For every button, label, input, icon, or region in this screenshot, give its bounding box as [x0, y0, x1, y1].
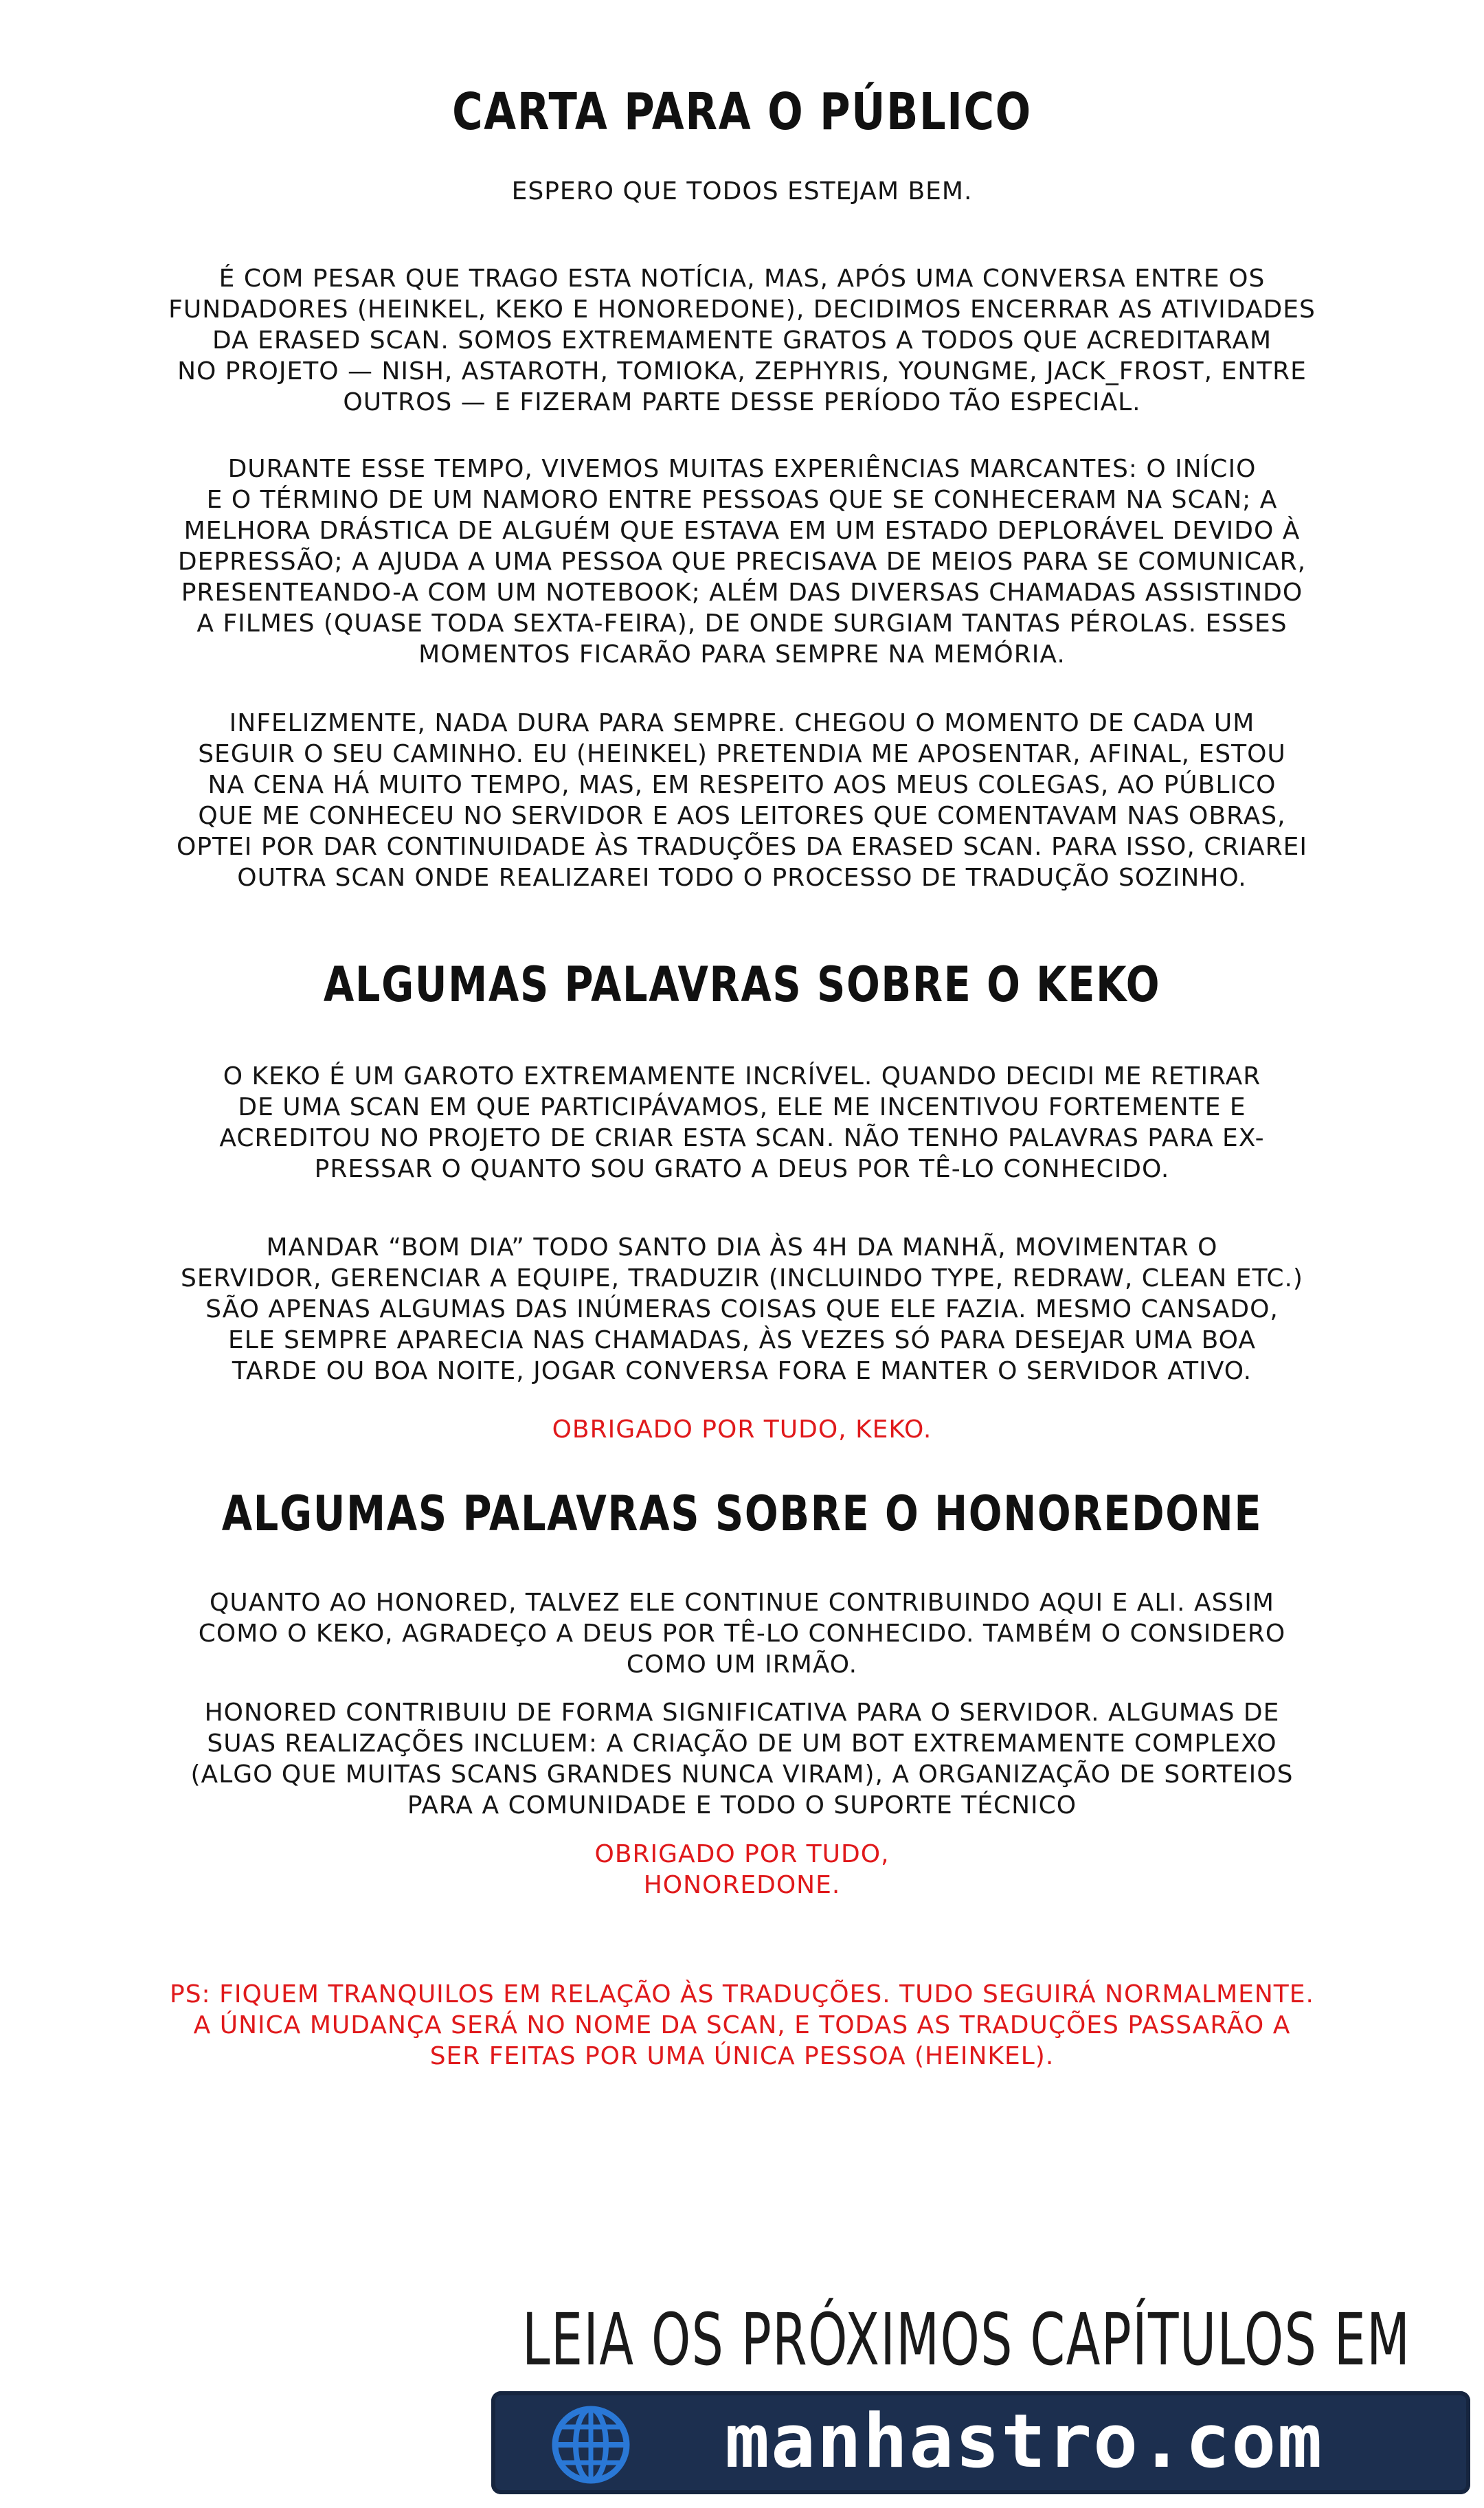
- keko-paragraph-1: O KEKO É UM GAROTO EXTREMAMENTE INCRÍVEL. QUANDO DECIDI ME RETIRAR DE UMA SCAN EM QUE PARTICIPÁVAMOS, ELE ME INCENTIVOU FORTEMENTE E ACREDITOU NO PROJETO DE CRIAR ESTA SCAN. NÃO TENHO PALAVRAS PARA EX- PRESSAR O QUANTO SOU GRATO A DEUS POR TÊ-LO CONHECIDO.: [219, 1062, 1265, 1183]
- globe-icon: [550, 2404, 632, 2486]
- site-url[interactable]: manhastro.com: [725, 2399, 1324, 2485]
- paragraph-farewell: INFELIZMENTE, NADA DURA PARA SEMPRE. CHEGOU O MOMENTO DE CADA UM SEGUIR O SEU CAMINHO. EU (HEINKEL) PRETENDIA ME APOSENTAR, AFINAL, ESTOU NA CENA HÁ MUITO TEMPO, MAS, EM RESPEITO AOS MEUS COLEGAS, AO PÚBLICO QUE ME CONHECEU NO SERVIDOR E AOS LEITORES QUE COMENTAVAM NAS OBRAS, OPTEI POR DAR CONTINUIDADE ÀS TRADUÇÕES DA ERASED SCAN. PARA ISSO, CRIAREI OUTRA SCAN ONDE REALIZAREI TODO O PROCESSO DE TRADUÇÃO SOZINHO.: [177, 709, 1307, 892]
- paragraph-experiences: DURANTE ESSE TEMPO, VIVEMOS MUITAS EXPERIÊNCIAS MARCANTES: O INÍCIO E O TÉRMINO DE UM NAMORO ENTRE PESSOAS QUE SE CONHECERAM NA SCAN; A MELHORA DRÁSTICA DE ALGUÉM QUE ESTAVA EM UM ESTADO DEPLORÁVEL DEVIDO À DEPRESSÃO; A AJUDA A UMA PESSOA QUE PRECISAVA DE MEIOS PARA SE COMUNICAR, PRESENTEANDO-A COM UM NOTEBOOK; ALÉM DAS DIVERSAS CHAMADAS ASSISTINDO A FILMES (QUASE TODA SEXTA-FEIRA), DE ONDE SURGIAM TANTAS PÉROLAS. ESSES MOMENTOS FICARÃO PARA SEMPRE NA MEMÓRIA.: [177, 455, 1307, 669]
- honoredone-thanks: OBRIGADO POR TUDO, HONOREDONE.: [594, 1840, 890, 1899]
- postscript: PS: FIQUEM TRANQUILOS EM RELAÇÃO ÀS TRADUÇÕES. TUDO SEGUIRÁ NORMALMENTE. A ÚNICA MUDANÇA SERÁ NO NOME DA SCAN, E TODAS AS TRADUÇÕES PASSARÃO A SER FEITAS POR UMA ÚNICA PESSOA (HEINKEL).: [170, 1980, 1314, 2070]
- keko-section-title: ALGUMAS PALAVRAS SOBRE O KEKO: [323, 956, 1161, 1013]
- honoredone-section-title: ALGUMAS PALAVRAS SOBRE O HONOREDONE: [221, 1486, 1263, 1542]
- letter-title: CARTA PARA O PÚBLICO: [452, 82, 1032, 142]
- greeting-text: ESPERO QUE TODOS ESTEJAM BEM.: [511, 177, 973, 205]
- footer-call-to-action: LEIA OS PRÓXIMOS CAPÍTULOS EM: [522, 2298, 1411, 2382]
- honoredone-paragraph-2: HONORED CONTRIBUIU DE FORMA SIGNIFICATIVA PARA O SERVIDOR. ALGUMAS DE SUAS REALIZAÇÕES INCLUEM: A CRIAÇÃO DE UM BOT EXTREMAMENTE COMPLEXO (ALGO QUE MUITAS SCANS GRANDES NUNCA VIRAM), A ORGANIZAÇÃO DE SORTEIOS PARA A COMUNIDADE E TODO O SUPORTE TÉCNICO: [190, 1699, 1294, 1820]
- site-link-bar[interactable]: [491, 2391, 1470, 2494]
- keko-thanks: OBRIGADO POR TUDO, KEKO.: [552, 1415, 932, 1444]
- keko-paragraph-2: MANDAR “BOM DIA” TODO SANTO DIA ÀS 4H DA MANHÃ, MOVIMENTAR O SERVIDOR, GERENCIAR A EQUIPE, TRADUZIR (INCLUINDO TYPE, REDRAW, CLEAN ETC.) SÃO APENAS ALGUMAS DAS INÚMERAS COISAS QUE ELE FAZIA. MESMO CANSADO, ELE SEMPRE APARECIA NAS CHAMADAS, ÀS VEZES SÓ PARA DESEJAR UMA BOA TARDE OU BOA NOITE, JOGAR CONVERSA FORA E MANTER O SERVIDOR ATIVO.: [181, 1233, 1303, 1385]
- honoredone-paragraph-1: QUANTO AO HONORED, TALVEZ ELE CONTINUE CONTRIBUINDO AQUI E ALI. ASSIM COMO O KEKO, AGRADEÇO A DEUS POR TÊ-LO CONHECIDO. TAMBÉM O CONSIDERO COMO UM IRMÃO.: [198, 1589, 1286, 1679]
- paragraph-announcement: É COM PESAR QUE TRAGO ESTA NOTÍCIA, MAS, APÓS UMA CONVERSA ENTRE OS FUNDADORES (HEINKEL, KEKO E HONOREDONE), DECIDIMOS ENCERRAR AS ATIVIDADES DA ERASED SCAN. SOMOS EXTREMAMENTE GRATOS A TODOS QUE ACREDITARAM NO PROJETO — NISH, ASTAROTH, TOMIOKA, ZEPHYRIS, YOUNGME, JACK_FROST, ENTRE OUTROS — E FIZERAM PARTE DESSE PERÍODO TÃO ESPECIAL.: [168, 265, 1316, 416]
